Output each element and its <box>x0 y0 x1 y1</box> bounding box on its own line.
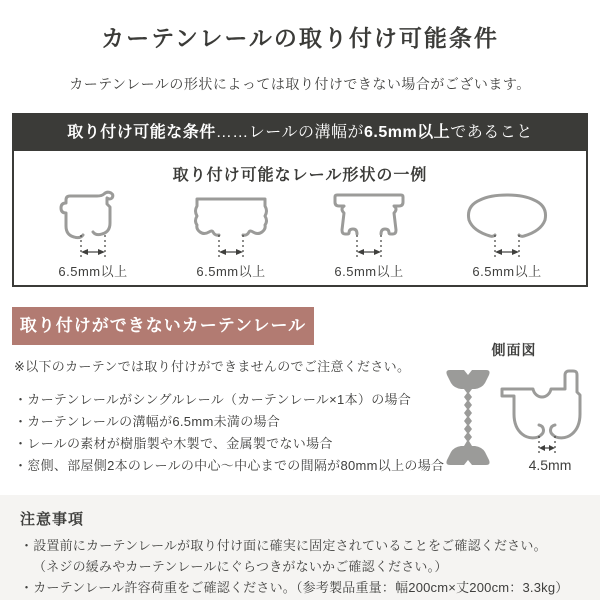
not-installable-list <box>14 389 444 477</box>
precaution-item: ・カーテンレール許容荷重をご確認ください。（参考製品重量：幅200cm×丈200cm：3.3kg） <box>20 580 569 595</box>
side-view-diagram-icon <box>438 362 590 474</box>
rail-example-4 <box>439 189 575 280</box>
precaution-item: （ネジの緩みやカーテンレールにぐらつきがないかご確認ください。） <box>33 559 448 574</box>
rail-cross-section-1-icon <box>31 189 155 263</box>
side-view-figure <box>438 340 590 479</box>
rail-cross-section-4-icon <box>445 189 569 263</box>
rail-example-1-label: 6.5mm以上 <box>58 264 128 279</box>
rail-example-2-label: 6.5mm以上 <box>196 264 266 279</box>
banner-condition-mid: ……レールの溝幅が <box>215 124 364 141</box>
not-installable-note: ※以下のカーテンでは取り付けができませんのでご注意ください。 <box>14 359 411 374</box>
page-subtitle: カーテンレールの形状によっては取り付けできない場合がございます。 <box>69 76 531 92</box>
side-view-measure-label: 4.5mm <box>528 457 572 473</box>
rail-example-1 <box>25 189 161 280</box>
ibeam-profile-icon <box>446 370 489 465</box>
rail-cross-section-3-icon <box>307 189 431 263</box>
list-item: ・レールの素材が樹脂製や木製で、金属製でない場合 <box>14 436 333 451</box>
side-view-label: 側面図 <box>491 342 537 358</box>
rail-cross-section-2-icon <box>169 189 293 263</box>
rail-example-3-label: 6.5mm以上 <box>334 264 404 279</box>
rail-examples-title: 取り付け可能なレール形状の一例 <box>172 167 428 184</box>
list-item: ・カーテンレールがシングルレール（カーテンレール×1本）の場合 <box>14 392 412 407</box>
not-installable-header: 取り付けができないカーテンレール <box>12 307 314 345</box>
list-item: ・窓側、部屋側2本のレールの中心～中心までの間隔が80mm以上の場合 <box>14 458 445 473</box>
rail-example-2 <box>163 189 299 280</box>
banner-condition-label: 取り付け可能な条件 <box>67 124 216 141</box>
banner-condition-tail: であること <box>450 124 533 141</box>
banner-condition-value: 6.5mm以上 <box>363 124 451 141</box>
rail-example-3 <box>301 189 437 280</box>
list-item: ・カーテンレールの溝幅が6.5mm未満の場合 <box>14 414 281 429</box>
installable-conditions-banner <box>14 115 586 151</box>
installable-conditions-box <box>12 113 588 287</box>
rail-side-profile-icon <box>502 371 580 438</box>
rail-shape-examples-row <box>14 185 586 280</box>
precautions-title: 注意事項 <box>20 511 85 528</box>
precautions-section <box>0 495 600 600</box>
precaution-item: ・設置前にカーテンレールが取り付け面に確実に固定されていることをご確認ください。 <box>20 538 547 553</box>
rail-example-4-label: 6.5mm以上 <box>472 264 542 279</box>
page-title: カーテンレールの取り付け可能条件 <box>101 25 499 51</box>
